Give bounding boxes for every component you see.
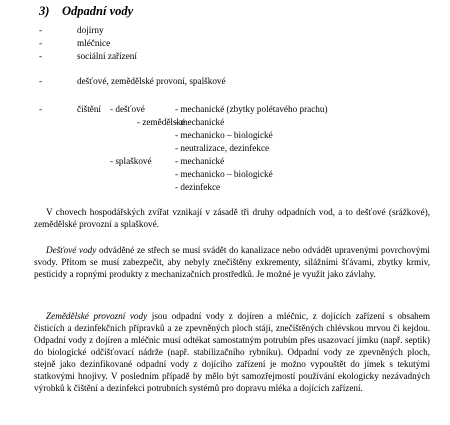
bullet-item-socialni: sociální zařízení bbox=[77, 51, 137, 61]
paragraph-zemedelske-text: jsou odpadní vody z dojíren a mléčnic, z dojících zařízení s obsahem čisticích a dezinfekčních přípravků a ze zpevněných ploch stájí, znečištěných chlévskou mrvou či kejdou. Odpadní vody z dojíren a mléčnic musí odtékat samostatným potrubím přes usazovací jímku (např. septik) do biologické odčišťovací nádrže (např. stabilizačního rybníku). Odpadní vody ze zpevněných ploch, stejně jako dezinfikované odpadní vody z dojícího zařízení je možno vypouštět do jímek s tekutými statkovými hnojivy. V posledním případě by mělo být samozřejmostí používání ekologicky nezávadných výrobků k čištění a dezinfekci potrubních systémů pro dopravu mléka a dojících zařízení. bbox=[34, 311, 430, 393]
tree-dash: - bbox=[39, 104, 43, 114]
tree-method: - mechanicko – biologické bbox=[175, 130, 273, 140]
tree-method: - neutralizace, dezinfekce bbox=[175, 143, 270, 153]
tree-category-destove: - dešťové bbox=[110, 104, 145, 114]
bullet-item-mlecnice: mléčnice bbox=[77, 38, 111, 48]
tree-label-cisteni: čištění bbox=[77, 104, 101, 114]
bullet-dash: - bbox=[39, 38, 43, 48]
term-zemedelske-provozni-vody: Zemědělské provozní vody bbox=[46, 311, 148, 321]
bullet-dash: - bbox=[39, 76, 43, 86]
tree-category-splaskove: - splaškové bbox=[110, 156, 152, 166]
paragraph-zemedelske bbox=[34, 310, 430, 394]
section-title: Odpadní vody bbox=[62, 4, 134, 18]
paragraph-destove bbox=[34, 244, 430, 280]
bullet-item-dojirny: dojírny bbox=[77, 25, 104, 35]
paragraph-destove-text: odváděné ze střech se musí svádět do kanalizace nebo odvádět upravenými povrchovými svody. Přitom se musí zabezpečit, aby nebyly znečištěny exkrementy, silážními šťávami, zbytky krmiv, pesticidy a ropnými produkty z mechanizačních prostředků. Je možné je využít jako závlahy. bbox=[34, 245, 430, 279]
tree-method: - dezinfekce bbox=[175, 182, 221, 192]
bullet-dash: - bbox=[39, 51, 43, 61]
tree-category-zemedelske: - zemědělské bbox=[137, 117, 186, 127]
term-destove-vody: Dešťové vody bbox=[46, 245, 97, 255]
bullet-dash: - bbox=[39, 25, 43, 35]
tree-method: - mechanicko – biologické bbox=[175, 169, 273, 179]
bullet-item-typy: dešťové, zemědělské provoní, spalškové bbox=[77, 76, 226, 86]
paragraph-intro-text: V chovech hospodářských zvířat vznikají v zásadě tři druhy odpadních vod, a to dešťové (srážkové), zemědělské provozní a splaškové. bbox=[34, 207, 430, 229]
tree-method: - mechanické bbox=[175, 156, 225, 166]
tree-method: - mechanické (zbytky polétavého prachu) bbox=[175, 104, 328, 114]
section-number: 3) bbox=[39, 4, 50, 18]
paragraph-intro bbox=[34, 206, 430, 230]
tree-method: - mechanické bbox=[175, 117, 225, 127]
